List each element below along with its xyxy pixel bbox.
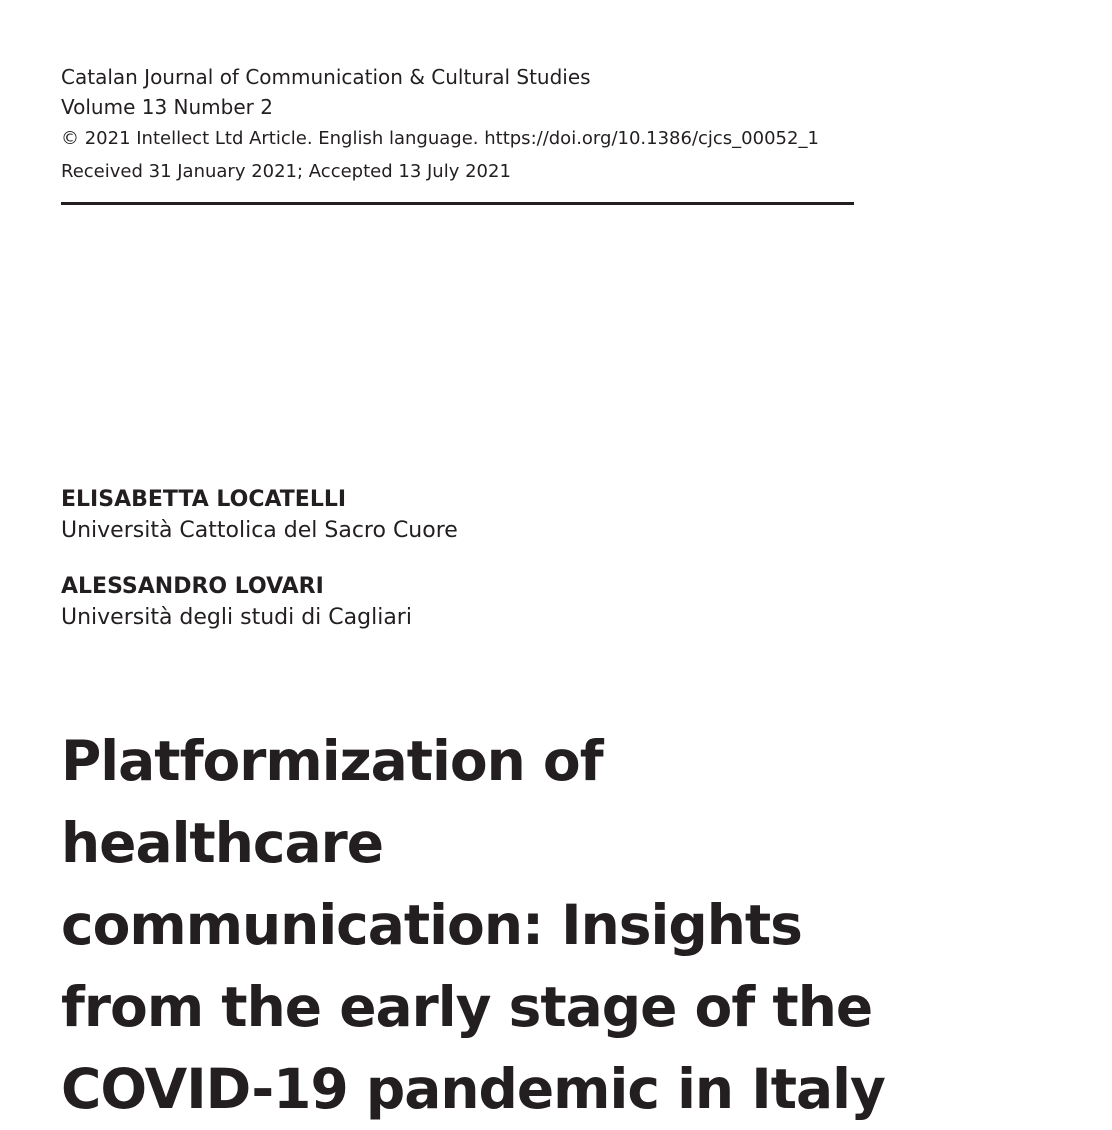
header-divider <box>61 202 854 205</box>
journal-title: Catalan Journal of Communication & Cultural Studies <box>61 65 591 89</box>
article-title <box>61 720 921 1130</box>
author-name: ALESSANDRO LOVARI <box>61 574 324 599</box>
received-accepted-dates: Received 31 January 2021; Accepted 13 July 2021 <box>61 161 511 182</box>
journal-volume: Volume 13 Number 2 <box>61 95 273 119</box>
article-title-line: from the early stage of the <box>61 975 873 1039</box>
author-list <box>61 484 861 658</box>
author-entry <box>61 571 861 633</box>
author-affiliation: Università degli studi di Cagliari <box>61 605 412 630</box>
copyright-doi-line: © 2021 Intellect Ltd Article. English language. https://doi.org/10.1386/cjcs_00052_1 <box>61 128 819 149</box>
author-entry <box>61 484 861 546</box>
author-name: ELISABETTA LOCATELLI <box>61 487 347 512</box>
author-affiliation: Università Cattolica del Sacro Cuore <box>61 518 458 543</box>
article-title-line: Platformization of healthcare <box>61 729 603 875</box>
journal-header <box>61 62 854 188</box>
article-title-line: communication: Insights <box>61 893 802 957</box>
article-title-line: COVID-19 pandemic in Italy <box>61 1057 885 1121</box>
